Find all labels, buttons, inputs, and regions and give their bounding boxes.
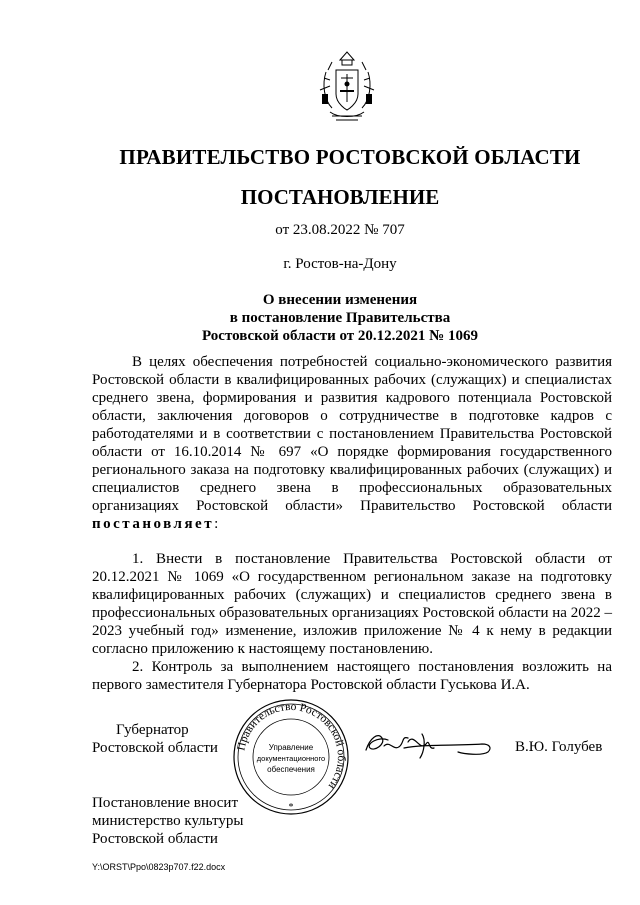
document-type: ПОСТАНОВЛЕНИЕ [240,185,440,209]
organization-title: ПРАВИТЕЛЬСТВО РОСТОВСКОЙ ОБЛАСТИ [119,145,581,169]
file-path-footer: Y:\ORST\Ppo\0823p707.f22.docx [92,862,226,872]
stamp-inner-line: Управление [268,743,314,752]
subject-line: О внесении изменения [262,292,418,308]
preamble-text: В целях обеспечения потребностей социально-экономического развития Ростовской области в квалифицированных рабочих (служащих) и специалистах среднего звена, формирования и развития кадрового потенциала Ростовской области, заключения договоров о сотрудничестве в подготовке кадров с работодателями и в соответствии с постановлением Правительства Ростовской области от 16.10.2014 № 697 «О порядке формирования государственного регионального заказа на подготовку квалифицированных рабочих (служащих) и специалистов среднего звена в профессиональных образовательных организациях Ростовской области» Правительство Ростовской области [92,354,612,514]
subject-line: Ростовской области от 20.12.2021 № 1069 [202,328,478,344]
clause-1-paragraph: 1. Внести в постановление Правительства Ростовской области от 20.12.2021 № 1069 «О государственном региональном заказе на подготовку квалифицированных рабочих (служащих) и специалистов среднего звена в профессиональных образовательных организациях Ростовской области на 2022 – 2023 учебный год» изменение, изложив приложение № 4 к нему в редакции согласно приложению к настоящему постановлению. [92,551,612,657]
submitting-authority [92,794,244,848]
handwritten-signature [364,722,494,768]
stamp-inner-line: обеспечения [267,765,315,774]
subject-line: в постановление Правительства [229,310,451,326]
author-line: Постановление вносит [92,795,239,811]
stamp-ring-text: Правительство Ростовской области [235,700,348,792]
stamp-star-icon: * [288,802,294,813]
preamble-paragraph [92,353,612,533]
coat-of-arms-icon [318,50,376,130]
preamble-colon: : [214,516,219,532]
clause-2-paragraph: 2. Контроль за выполнением настоящего постановления возложить на первого заместителя Губернатора Ростовской области Гуськова И.А. [92,659,612,693]
author-line: Ростовской области [92,831,218,847]
signatory-name: В.Ю. Голубев [515,739,603,755]
stamp-inner-line: документационного [256,754,326,763]
document-city: г. Ростов-на-Дону [283,256,397,272]
document-date-number: от 23.08.2022 № 707 [275,222,405,238]
signatory-title-line: Губернатор [116,722,189,738]
document-subject [0,291,640,345]
author-line: министерство культуры [92,813,244,829]
signatory-title [92,721,218,757]
decree-keyword: постановляет [92,516,215,532]
official-stamp [232,698,350,816]
signatory-title-line: Ростовской области [92,740,218,756]
